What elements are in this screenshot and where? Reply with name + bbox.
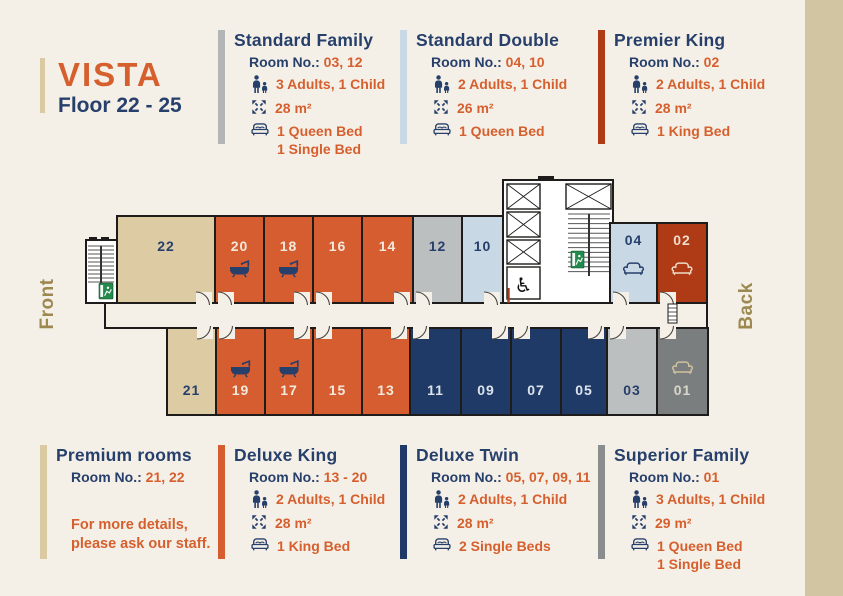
bed-line: 2 Single Beds bbox=[459, 538, 551, 555]
room-type-title: Superior Family bbox=[614, 445, 750, 465]
occupancy: 2 Adults, 1 Child bbox=[631, 76, 765, 94]
room-05 bbox=[561, 328, 607, 415]
room-number: 07 bbox=[527, 382, 545, 398]
accessible-elevator bbox=[507, 267, 540, 299]
stairwell-front bbox=[86, 237, 117, 303]
room-numbers-line: Room No.: 02 bbox=[629, 54, 720, 71]
hotel-name: VISTA bbox=[58, 56, 163, 93]
bed-line: 1 Queen Bed bbox=[657, 538, 743, 555]
back-label: Back bbox=[736, 282, 757, 330]
elevator-icon bbox=[507, 184, 540, 209]
room-number: 10 bbox=[473, 238, 492, 254]
size: 28 m² bbox=[251, 515, 385, 533]
room-type-title: Deluxe King bbox=[234, 445, 338, 465]
room-13 bbox=[362, 328, 410, 415]
exit-sign-icon bbox=[99, 283, 113, 299]
core bbox=[503, 176, 613, 303]
note-line: For more details, bbox=[71, 517, 188, 534]
size: 28 m² bbox=[251, 100, 385, 118]
bed-line: 1 Single Bed bbox=[277, 140, 362, 157]
room-number: 03 bbox=[623, 382, 641, 398]
bed-line: 1 King Bed bbox=[657, 123, 731, 140]
elevator-icon bbox=[507, 240, 540, 264]
room-type-title: Premier King bbox=[614, 30, 726, 50]
room-number: 04 bbox=[624, 232, 643, 248]
room-number: 01 bbox=[673, 382, 692, 398]
room-12 bbox=[413, 216, 462, 303]
room-number: 02 bbox=[673, 232, 691, 248]
room-number: 05 bbox=[575, 382, 593, 398]
size: 28 m² bbox=[433, 515, 591, 533]
size: 28 m² bbox=[631, 100, 765, 118]
room-09 bbox=[461, 328, 511, 415]
wheelchair-icon: ♿ bbox=[514, 273, 533, 297]
room-number: 15 bbox=[328, 382, 347, 398]
room-16 bbox=[313, 216, 362, 303]
room-14 bbox=[362, 216, 413, 303]
occupancy: 2 Adults, 1 Child bbox=[433, 76, 567, 94]
room-numbers-line: Room No.: 01 bbox=[629, 469, 720, 486]
elevator-icon bbox=[507, 212, 540, 237]
service-elevator-icon bbox=[566, 184, 611, 209]
room-type-title: Standard Double bbox=[416, 30, 560, 50]
front-label: Front bbox=[37, 278, 58, 330]
room-type-title: Premium rooms bbox=[56, 445, 192, 465]
occupancy: 3 Adults, 1 Child bbox=[251, 76, 385, 94]
room-20 bbox=[215, 216, 264, 303]
occupancy: 2 Adults, 1 Child bbox=[251, 491, 385, 509]
room-22 bbox=[117, 216, 215, 303]
room-21 bbox=[167, 328, 216, 415]
room-number: 12 bbox=[428, 238, 447, 254]
room-number: 11 bbox=[427, 382, 444, 398]
room-number: 13 bbox=[377, 382, 395, 398]
room-03 bbox=[607, 328, 657, 415]
bed-line: 1 Single Bed bbox=[657, 555, 742, 572]
room-15 bbox=[313, 328, 362, 415]
room-numbers-line: Room No.: 21, 22 bbox=[71, 469, 185, 486]
size: 26 m² bbox=[433, 100, 567, 118]
room-numbers-line: Room No.: 03, 12 bbox=[249, 54, 363, 71]
room-type-title: Standard Family bbox=[234, 30, 374, 50]
room-number: 09 bbox=[477, 382, 495, 398]
corridor-end-door bbox=[668, 304, 677, 323]
room-numbers-line: Room No.: 13 - 20 bbox=[249, 469, 368, 486]
room-number: 17 bbox=[280, 382, 298, 398]
room-numbers-line: Room No.: 04, 10 bbox=[431, 54, 545, 71]
room-10 bbox=[462, 216, 503, 303]
room-number: 18 bbox=[279, 238, 298, 254]
occupancy: 3 Adults, 1 Child bbox=[631, 491, 765, 509]
occupancy: 2 Adults, 1 Child bbox=[433, 491, 591, 509]
bed-line: 1 Queen Bed bbox=[459, 123, 545, 140]
size: 29 m² bbox=[631, 515, 765, 533]
bed-line: 1 King Bed bbox=[277, 538, 351, 555]
room-number: 19 bbox=[231, 382, 250, 398]
note-line: please ask our staff. bbox=[71, 536, 211, 553]
room-numbers-line: Room No.: 05, 07, 09, 11 bbox=[431, 469, 591, 486]
corridor bbox=[105, 303, 707, 328]
room-number: 16 bbox=[328, 238, 347, 254]
room-11 bbox=[410, 328, 461, 415]
room-18 bbox=[264, 216, 313, 303]
room-number: 22 bbox=[157, 238, 175, 254]
room-07 bbox=[511, 328, 561, 415]
floor-range: Floor 22 - 25 bbox=[58, 94, 182, 117]
room-number: 20 bbox=[230, 238, 249, 254]
room-type-title: Deluxe Twin bbox=[416, 445, 520, 465]
room-number: 14 bbox=[378, 238, 397, 254]
bed-line: 1 Queen Bed bbox=[277, 123, 363, 140]
room-number: 21 bbox=[182, 382, 201, 398]
exit-sign-icon bbox=[571, 251, 584, 268]
